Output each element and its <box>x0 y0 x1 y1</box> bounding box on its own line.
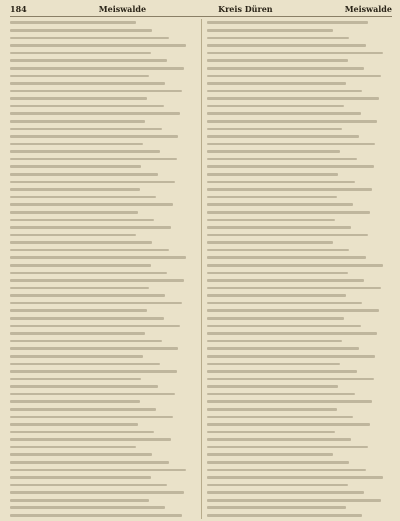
unreadable-entry-placeholder <box>207 249 349 252</box>
directory-entry <box>10 360 195 368</box>
directory-entry <box>207 360 392 368</box>
unreadable-entry-placeholder <box>207 332 377 335</box>
directory-entry <box>207 277 392 285</box>
directory-entry <box>207 322 392 330</box>
directory-entry <box>10 451 195 459</box>
unreadable-entry-placeholder <box>10 249 169 252</box>
directory-entry <box>207 239 392 247</box>
unreadable-entry-placeholder <box>10 188 140 191</box>
directory-entry <box>10 140 195 148</box>
unreadable-entry-placeholder <box>10 461 169 464</box>
directory-entry <box>207 496 392 504</box>
unreadable-entry-placeholder <box>10 506 165 509</box>
unreadable-entry-placeholder <box>207 241 333 244</box>
directory-entry <box>10 383 195 391</box>
unreadable-entry-placeholder <box>207 317 344 320</box>
directory-entry <box>207 80 392 88</box>
unreadable-entry-placeholder <box>207 150 340 153</box>
unreadable-entry-placeholder <box>207 75 381 78</box>
unreadable-entry-placeholder <box>10 158 177 161</box>
directory-entry <box>207 216 392 224</box>
unreadable-entry-placeholder <box>207 203 353 206</box>
directory-entry <box>10 496 195 504</box>
directory-entry <box>207 27 392 35</box>
directory-entry <box>10 19 195 27</box>
unreadable-entry-placeholder <box>207 120 377 123</box>
unreadable-entry-placeholder <box>10 196 156 199</box>
unreadable-entry-placeholder <box>207 158 357 161</box>
directory-entry <box>207 405 392 413</box>
directory-entry <box>10 178 195 186</box>
directory-entry <box>207 178 392 186</box>
unreadable-entry-placeholder <box>207 90 362 93</box>
unreadable-entry-placeholder <box>10 75 149 78</box>
unreadable-entry-placeholder <box>207 408 337 411</box>
directory-entry <box>10 368 195 376</box>
unreadable-entry-placeholder <box>207 52 383 55</box>
unreadable-entry-placeholder <box>207 400 372 403</box>
directory-entry <box>10 428 195 436</box>
unreadable-entry-placeholder <box>207 135 359 138</box>
unreadable-entry-placeholder <box>207 416 353 419</box>
unreadable-entry-placeholder <box>10 219 154 222</box>
directory-entry <box>207 193 392 201</box>
unreadable-entry-placeholder <box>207 484 348 487</box>
unreadable-entry-placeholder <box>10 52 151 55</box>
unreadable-entry-placeholder <box>10 287 149 290</box>
unreadable-entry-placeholder <box>10 90 182 93</box>
unreadable-entry-placeholder <box>207 67 364 70</box>
directory-entry <box>10 299 195 307</box>
unreadable-entry-placeholder <box>10 203 173 206</box>
directory-entry <box>10 148 195 156</box>
right-running-title: Meiswalde <box>344 4 392 14</box>
unreadable-entry-placeholder <box>10 37 169 40</box>
unreadable-entry-placeholder <box>10 363 160 366</box>
unreadable-entry-placeholder <box>10 112 180 115</box>
unreadable-entry-placeholder <box>207 302 362 305</box>
directory-entry <box>10 269 195 277</box>
unreadable-entry-placeholder <box>207 219 335 222</box>
unreadable-entry-placeholder <box>207 256 366 259</box>
directory-entry <box>10 262 195 270</box>
directory-entry <box>10 405 195 413</box>
unreadable-entry-placeholder <box>207 476 383 479</box>
directory-entry <box>10 322 195 330</box>
directory-entry <box>10 208 195 216</box>
unreadable-entry-placeholder <box>10 491 184 494</box>
unreadable-entry-placeholder <box>207 355 375 358</box>
unreadable-entry-placeholder <box>10 29 152 32</box>
unreadable-entry-placeholder <box>10 165 141 168</box>
unreadable-entry-placeholder <box>10 226 171 229</box>
unreadable-entry-placeholder <box>10 347 178 350</box>
directory-entry <box>207 34 392 42</box>
directory-entry <box>207 72 392 80</box>
unreadable-entry-placeholder <box>207 446 368 449</box>
unreadable-entry-placeholder <box>10 272 167 275</box>
directory-entry <box>10 436 195 444</box>
unreadable-entry-placeholder <box>207 272 348 275</box>
directory-entry <box>10 352 195 360</box>
directory-entry <box>207 337 392 345</box>
directory-column-left <box>10 19 195 519</box>
unreadable-entry-placeholder <box>207 226 351 229</box>
directory-entry <box>207 436 392 444</box>
directory-entry <box>10 315 195 323</box>
directory-entry <box>207 224 392 232</box>
directory-entry <box>10 504 195 512</box>
page-number: 184 <box>10 4 27 14</box>
unreadable-entry-placeholder <box>10 393 175 396</box>
unreadable-entry-placeholder <box>207 59 348 62</box>
directory-entry <box>207 299 392 307</box>
unreadable-entry-placeholder <box>207 234 368 237</box>
unreadable-entry-placeholder <box>207 181 355 184</box>
directory-entry <box>207 375 392 383</box>
unreadable-entry-placeholder <box>207 287 381 290</box>
directory-entry <box>207 390 392 398</box>
unreadable-entry-placeholder <box>207 211 370 214</box>
unreadable-entry-placeholder <box>207 264 383 267</box>
unreadable-entry-placeholder <box>10 317 164 320</box>
directory-entry <box>207 148 392 156</box>
unreadable-entry-placeholder <box>10 355 143 358</box>
unreadable-entry-placeholder <box>10 416 173 419</box>
unreadable-entry-placeholder <box>10 264 151 267</box>
directory-entry <box>10 489 195 497</box>
unreadable-entry-placeholder <box>207 385 338 388</box>
unreadable-entry-placeholder <box>10 408 156 411</box>
directory-entry <box>207 428 392 436</box>
directory-entry <box>10 443 195 451</box>
unreadable-entry-placeholder <box>10 302 182 305</box>
directory-entry <box>10 80 195 88</box>
directory-entry <box>10 390 195 398</box>
directory-entry <box>10 171 195 179</box>
unreadable-entry-placeholder <box>10 279 184 282</box>
unreadable-entry-placeholder <box>10 173 158 176</box>
directory-entry <box>10 110 195 118</box>
directory-entry <box>10 345 195 353</box>
directory-entry <box>207 118 392 126</box>
directory-entry <box>10 307 195 315</box>
unreadable-entry-placeholder <box>10 21 136 24</box>
directory-entry <box>207 451 392 459</box>
unreadable-entry-placeholder <box>10 294 165 297</box>
directory-entry <box>10 330 195 338</box>
directory-entry <box>207 49 392 57</box>
directory-entry <box>10 224 195 232</box>
directory-entry <box>207 262 392 270</box>
directory-entry <box>207 398 392 406</box>
unreadable-entry-placeholder <box>207 97 379 100</box>
directory-entry <box>207 95 392 103</box>
unreadable-entry-placeholder <box>10 256 186 259</box>
directory-entry <box>10 155 195 163</box>
directory-entry <box>207 368 392 376</box>
unreadable-entry-placeholder <box>10 241 152 244</box>
unreadable-entry-placeholder <box>207 37 349 40</box>
unreadable-entry-placeholder <box>207 393 355 396</box>
unreadable-entry-placeholder <box>207 347 359 350</box>
unreadable-entry-placeholder <box>207 491 364 494</box>
unreadable-entry-placeholder <box>10 423 138 426</box>
directory-entry <box>207 459 392 467</box>
unreadable-entry-placeholder <box>207 44 366 47</box>
directory-entry <box>207 315 392 323</box>
unreadable-entry-placeholder <box>10 135 178 138</box>
unreadable-entry-placeholder <box>10 469 186 472</box>
unreadable-entry-placeholder <box>207 370 357 373</box>
directory-entry <box>207 345 392 353</box>
directory-entry <box>207 246 392 254</box>
unreadable-entry-placeholder <box>10 499 149 502</box>
unreadable-entry-placeholder <box>207 279 364 282</box>
unreadable-entry-placeholder <box>207 438 351 441</box>
directory-entry <box>207 307 392 315</box>
directory-entry <box>207 512 392 519</box>
directory-entry <box>10 34 195 42</box>
unreadable-entry-placeholder <box>207 188 372 191</box>
directory-entry <box>207 201 392 209</box>
directory-entry <box>10 459 195 467</box>
unreadable-entry-placeholder <box>207 309 379 312</box>
unreadable-entry-placeholder <box>207 431 335 434</box>
unreadable-entry-placeholder <box>207 29 333 32</box>
unreadable-entry-placeholder <box>10 325 180 328</box>
directory-entry <box>10 193 195 201</box>
unreadable-entry-placeholder <box>207 325 361 328</box>
unreadable-entry-placeholder <box>10 514 182 517</box>
unreadable-entry-placeholder <box>10 211 138 214</box>
directory-entry <box>10 57 195 65</box>
unreadable-entry-placeholder <box>207 21 368 24</box>
directory-entry <box>10 481 195 489</box>
unreadable-entry-placeholder <box>10 453 152 456</box>
directory-entry <box>207 110 392 118</box>
directory-entry <box>10 125 195 133</box>
unreadable-entry-placeholder <box>10 446 136 449</box>
directory-entry <box>10 72 195 80</box>
unreadable-entry-placeholder <box>10 484 167 487</box>
unreadable-entry-placeholder <box>207 82 346 85</box>
directory-entry <box>10 42 195 50</box>
directory-entry <box>10 398 195 406</box>
directory-entry <box>10 27 195 35</box>
directory-entry <box>207 42 392 50</box>
unreadable-entry-placeholder <box>10 97 147 100</box>
unreadable-entry-placeholder <box>207 514 362 517</box>
directory-entry <box>207 102 392 110</box>
directory-entry <box>10 284 195 292</box>
directory-entry <box>10 163 195 171</box>
directory-entry <box>10 421 195 429</box>
directory-columns <box>10 19 392 519</box>
unreadable-entry-placeholder <box>207 294 346 297</box>
unreadable-entry-placeholder <box>10 82 165 85</box>
directory-entry <box>207 64 392 72</box>
directory-entry <box>10 292 195 300</box>
unreadable-entry-placeholder <box>207 461 349 464</box>
directory-entry <box>207 292 392 300</box>
directory-entry <box>207 186 392 194</box>
directory-entry <box>10 201 195 209</box>
unreadable-entry-placeholder <box>10 431 154 434</box>
unreadable-entry-placeholder <box>10 385 158 388</box>
unreadable-entry-placeholder <box>207 423 370 426</box>
unreadable-entry-placeholder <box>10 67 184 70</box>
directory-entry <box>10 186 195 194</box>
unreadable-entry-placeholder <box>10 181 175 184</box>
unreadable-entry-placeholder <box>207 363 340 366</box>
unreadable-entry-placeholder <box>207 499 381 502</box>
unreadable-entry-placeholder <box>10 105 164 108</box>
unreadable-entry-placeholder <box>10 370 177 373</box>
unreadable-entry-placeholder <box>10 476 151 479</box>
directory-entry <box>10 133 195 141</box>
directory-entry <box>10 277 195 285</box>
directory-entry <box>207 19 392 27</box>
unreadable-entry-placeholder <box>10 332 145 335</box>
unreadable-entry-placeholder <box>10 44 186 47</box>
unreadable-entry-placeholder <box>10 438 171 441</box>
directory-entry <box>207 284 392 292</box>
unreadable-entry-placeholder <box>207 506 346 509</box>
directory-entry <box>207 87 392 95</box>
unreadable-entry-placeholder <box>10 128 162 131</box>
directory-entry <box>10 375 195 383</box>
directory-entry <box>10 239 195 247</box>
directory-entry <box>10 95 195 103</box>
directory-entry <box>207 421 392 429</box>
directory-column-right <box>201 19 392 519</box>
directory-entry <box>207 504 392 512</box>
directory-entry <box>207 383 392 391</box>
unreadable-entry-placeholder <box>207 105 344 108</box>
unreadable-entry-placeholder <box>10 59 167 62</box>
directory-entry <box>10 118 195 126</box>
left-running-title: Meiswalde <box>98 4 147 14</box>
directory-entry <box>207 352 392 360</box>
directory-entry <box>10 413 195 421</box>
directory-entry <box>207 481 392 489</box>
directory-entry <box>207 57 392 65</box>
directory-entry <box>207 155 392 163</box>
directory-entry <box>10 254 195 262</box>
unreadable-entry-placeholder <box>10 340 162 343</box>
directory-entry <box>207 330 392 338</box>
district-title: Kreis Düren <box>218 4 273 14</box>
directory-entry <box>10 64 195 72</box>
directory-entry <box>10 337 195 345</box>
directory-entry <box>207 208 392 216</box>
unreadable-entry-placeholder <box>10 143 143 146</box>
directory-entry <box>207 133 392 141</box>
directory-entry <box>10 466 195 474</box>
directory-entry <box>10 231 195 239</box>
directory-entry <box>207 163 392 171</box>
unreadable-entry-placeholder <box>10 378 141 381</box>
unreadable-entry-placeholder <box>207 112 361 115</box>
page-header <box>10 4 392 17</box>
unreadable-entry-placeholder <box>10 309 147 312</box>
directory-entry <box>10 246 195 254</box>
unreadable-entry-placeholder <box>207 165 374 168</box>
directory-entry <box>10 87 195 95</box>
unreadable-entry-placeholder <box>207 340 342 343</box>
unreadable-entry-placeholder <box>207 378 374 381</box>
directory-entry <box>207 254 392 262</box>
directory-entry <box>10 102 195 110</box>
directory-entry <box>207 474 392 482</box>
directory-entry <box>207 413 392 421</box>
unreadable-entry-placeholder <box>10 400 140 403</box>
directory-entry <box>207 140 392 148</box>
directory-entry <box>10 216 195 224</box>
unreadable-entry-placeholder <box>207 143 375 146</box>
directory-entry <box>207 231 392 239</box>
unreadable-entry-placeholder <box>207 173 338 176</box>
directory-entry <box>207 466 392 474</box>
unreadable-entry-placeholder <box>10 234 136 237</box>
unreadable-entry-placeholder <box>10 150 160 153</box>
directory-entry <box>10 474 195 482</box>
unreadable-entry-placeholder <box>207 128 342 131</box>
directory-entry <box>10 49 195 57</box>
directory-entry <box>207 489 392 497</box>
unreadable-entry-placeholder <box>10 120 145 123</box>
directory-entry <box>10 512 195 519</box>
unreadable-entry-placeholder <box>207 469 366 472</box>
directory-entry <box>207 171 392 179</box>
directory-entry <box>207 269 392 277</box>
unreadable-entry-placeholder <box>207 196 337 199</box>
directory-entry <box>207 125 392 133</box>
directory-entry <box>207 443 392 451</box>
unreadable-entry-placeholder <box>207 453 333 456</box>
